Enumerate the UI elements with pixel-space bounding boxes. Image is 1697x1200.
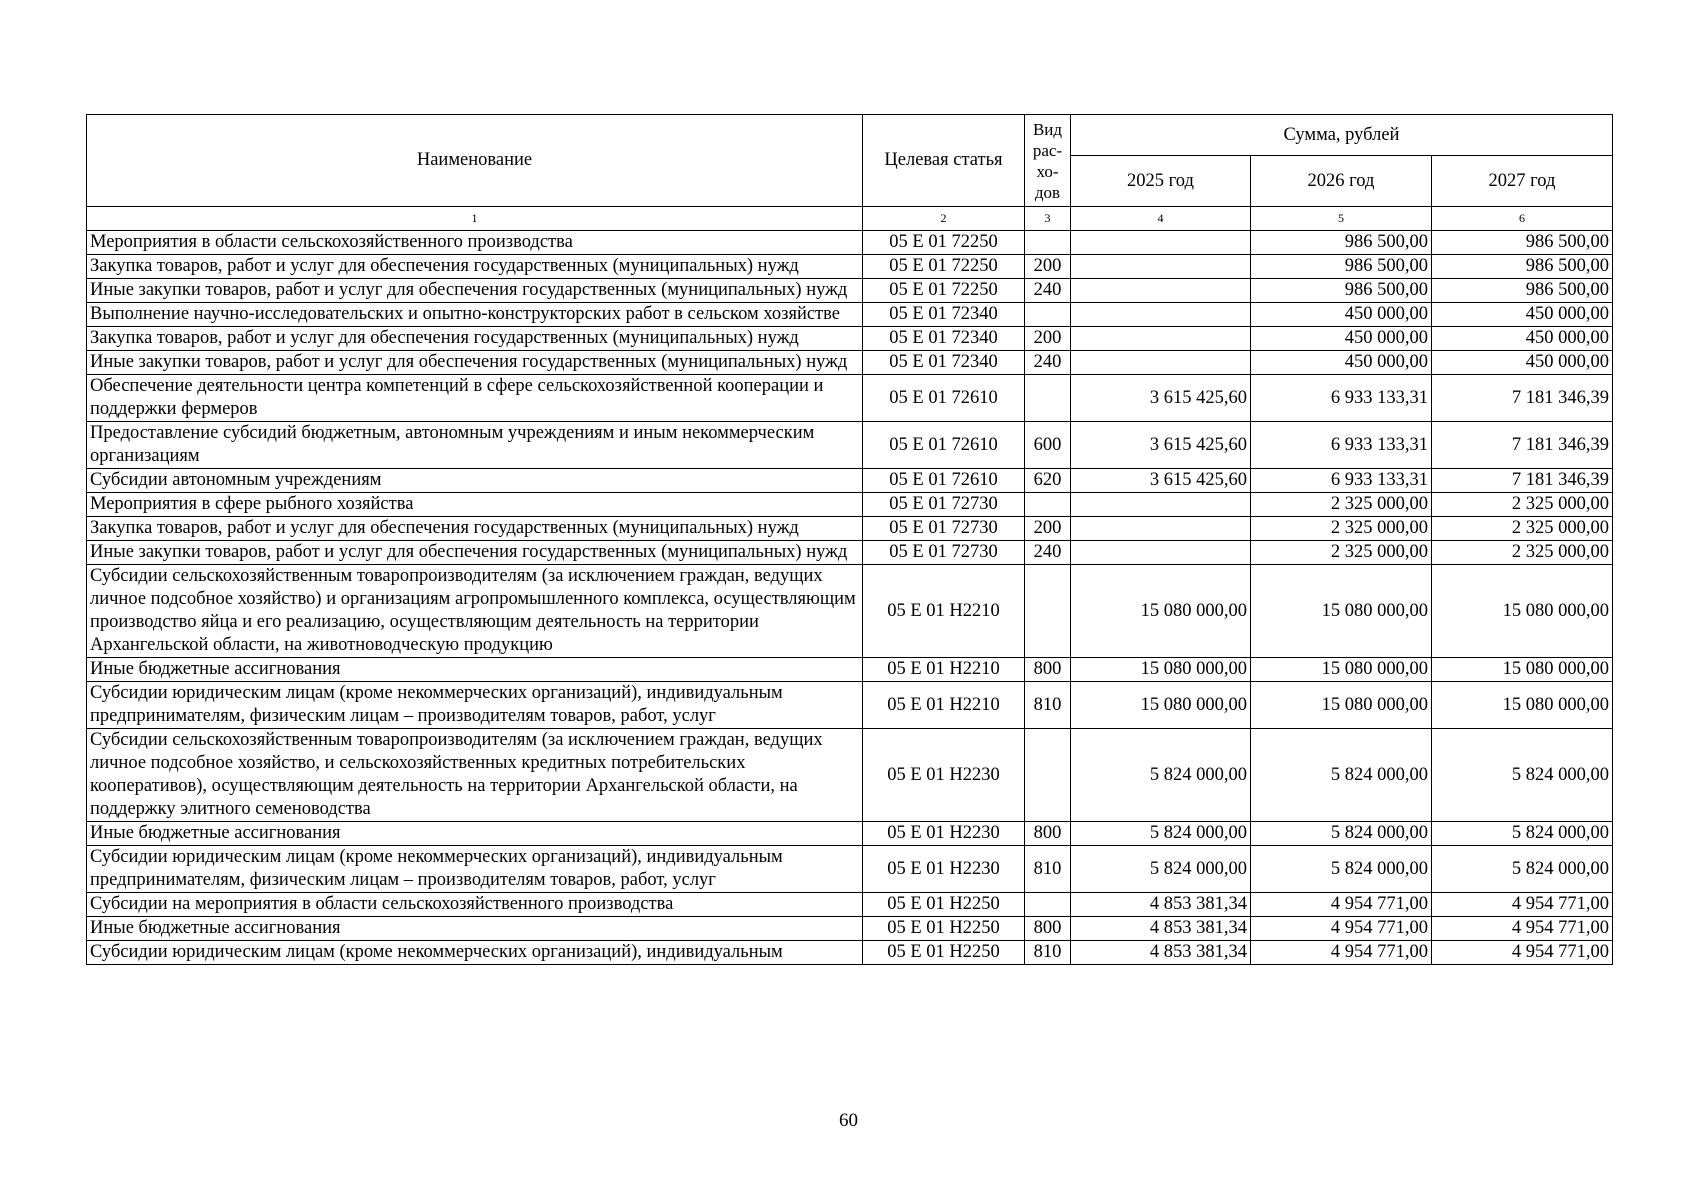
- budget-table: [86, 114, 1613, 965]
- row-name: Субсидии юридическим лицам (кроме некоммерческих организаций), индивидуальным предпринимателям, физическим лицам – производителям товаров, работ, услуг: [87, 682, 863, 729]
- row-expense-type: 200: [1025, 517, 1071, 541]
- row-amount-2025: [1071, 255, 1251, 279]
- row-amount-2026: 6 933 133,31: [1251, 375, 1432, 422]
- table-row: [87, 658, 1613, 682]
- row-amount-2027: 7 181 346,39: [1432, 375, 1613, 422]
- row-amount-2026: 4 954 771,00: [1251, 893, 1432, 917]
- row-amount-2027: 2 325 000,00: [1432, 517, 1613, 541]
- row-name: Иные бюджетные ассигнования: [87, 658, 863, 682]
- row-amount-2027: 450 000,00: [1432, 351, 1613, 375]
- row-target-article: 05 Е 01 72340: [863, 327, 1025, 351]
- row-amount-2027: 7 181 346,39: [1432, 422, 1613, 469]
- row-target-article: 05 Е 01 72340: [863, 303, 1025, 327]
- row-amount-2025: 15 080 000,00: [1071, 565, 1251, 658]
- row-expense-type: 240: [1025, 351, 1071, 375]
- table-row: [87, 941, 1613, 965]
- row-expense-type: [1025, 493, 1071, 517]
- row-expense-type: 810: [1025, 846, 1071, 893]
- row-amount-2026: 986 500,00: [1251, 255, 1432, 279]
- row-expense-type: 240: [1025, 279, 1071, 303]
- row-target-article: 05 Е 01 Н2230: [863, 729, 1025, 822]
- row-name: Иные закупки товаров, работ и услуг для обеспечения государственных (муниципальных) нужд: [87, 351, 863, 375]
- row-target-article: 05 Е 01 72730: [863, 493, 1025, 517]
- row-amount-2025: 5 824 000,00: [1071, 729, 1251, 822]
- row-target-article: 05 Е 01 72610: [863, 375, 1025, 422]
- row-amount-2025: 4 853 381,34: [1071, 893, 1251, 917]
- row-amount-2025: 3 615 425,60: [1071, 422, 1251, 469]
- row-amount-2025: 5 824 000,00: [1071, 822, 1251, 846]
- table-row: [87, 822, 1613, 846]
- row-amount-2025: 3 615 425,60: [1071, 375, 1251, 422]
- row-amount-2026: 15 080 000,00: [1251, 565, 1432, 658]
- row-name: Закупка товаров, работ и услуг для обеспечения государственных (муниципальных) нужд: [87, 327, 863, 351]
- row-name: Мероприятия в области сельскохозяйственного производства: [87, 231, 863, 255]
- column-number: 1: [87, 207, 863, 231]
- column-number: 3: [1025, 207, 1071, 231]
- row-amount-2026: 6 933 133,31: [1251, 422, 1432, 469]
- row-amount-2026: 5 824 000,00: [1251, 729, 1432, 822]
- row-amount-2027: 15 080 000,00: [1432, 682, 1613, 729]
- row-target-article: 05 Е 01 Н2210: [863, 658, 1025, 682]
- row-name: Закупка товаров, работ и услуг для обеспечения государственных (муниципальных) нужд: [87, 517, 863, 541]
- row-target-article: 05 Е 01 72340: [863, 351, 1025, 375]
- header-year-2026: 2026 год: [1251, 156, 1432, 207]
- row-amount-2026: 450 000,00: [1251, 327, 1432, 351]
- row-amount-2025: [1071, 279, 1251, 303]
- row-name: Иные бюджетные ассигнования: [87, 917, 863, 941]
- table-body: [87, 231, 1613, 965]
- row-amount-2027: 7 181 346,39: [1432, 469, 1613, 493]
- table-row: [87, 846, 1613, 893]
- row-amount-2027: 2 325 000,00: [1432, 493, 1613, 517]
- row-amount-2026: 6 933 133,31: [1251, 469, 1432, 493]
- row-target-article: 05 Е 01 72250: [863, 279, 1025, 303]
- header-year-2025: 2025 год: [1071, 156, 1251, 207]
- row-amount-2025: 15 080 000,00: [1071, 682, 1251, 729]
- table-row: [87, 255, 1613, 279]
- table-row: [87, 351, 1613, 375]
- table-row: [87, 729, 1613, 822]
- row-amount-2026: 450 000,00: [1251, 303, 1432, 327]
- row-name: Иные закупки товаров, работ и услуг для обеспечения государственных (муниципальных) нужд: [87, 541, 863, 565]
- row-amount-2026: 15 080 000,00: [1251, 658, 1432, 682]
- row-expense-type: [1025, 729, 1071, 822]
- row-name: Субсидии автономным учреждениям: [87, 469, 863, 493]
- row-target-article: 05 Е 01 Н2250: [863, 941, 1025, 965]
- page-number: 60: [839, 1110, 858, 1131]
- row-amount-2025: 5 824 000,00: [1071, 846, 1251, 893]
- row-amount-2026: 2 325 000,00: [1251, 541, 1432, 565]
- row-target-article: 05 Е 01 Н2250: [863, 917, 1025, 941]
- row-name: Субсидии юридическим лицам (кроме некоммерческих организаций), индивидуальным: [87, 941, 863, 965]
- row-expense-type: 600: [1025, 422, 1071, 469]
- row-expense-type: 240: [1025, 541, 1071, 565]
- row-name: Закупка товаров, работ и услуг для обеспечения государственных (муниципальных) нужд: [87, 255, 863, 279]
- row-amount-2025: [1071, 231, 1251, 255]
- row-amount-2027: 450 000,00: [1432, 303, 1613, 327]
- row-amount-2026: 5 824 000,00: [1251, 846, 1432, 893]
- row-amount-2026: 986 500,00: [1251, 279, 1432, 303]
- table-row: [87, 893, 1613, 917]
- table-row: [87, 422, 1613, 469]
- row-name: Субсидии сельскохозяйственным товаропроизводителям (за исключением граждан, ведущих личное подсобное хозяйство) и организациям агропромышленного комплекса, осуществляющим производство яйца и его реализацию, осуществляющим деятельность на территории Архангельской области, на животноводческую продукцию: [87, 565, 863, 658]
- row-expense-type: 200: [1025, 327, 1071, 351]
- row-expense-type: 800: [1025, 917, 1071, 941]
- row-expense-type: 200: [1025, 255, 1071, 279]
- row-amount-2025: [1071, 303, 1251, 327]
- table-row: [87, 279, 1613, 303]
- table-row: [87, 682, 1613, 729]
- column-number: 6: [1432, 207, 1613, 231]
- table-row: [87, 517, 1613, 541]
- row-amount-2027: 4 954 771,00: [1432, 893, 1613, 917]
- row-amount-2025: 4 853 381,34: [1071, 917, 1251, 941]
- header-expense-type: Вид рас- хо- дов: [1025, 115, 1071, 207]
- row-name: Мероприятия в сфере рыбного хозяйства: [87, 493, 863, 517]
- row-name: Иные закупки товаров, работ и услуг для обеспечения государственных (муниципальных) нужд: [87, 279, 863, 303]
- row-amount-2025: [1071, 493, 1251, 517]
- row-amount-2025: [1071, 541, 1251, 565]
- row-target-article: 05 Е 01 72610: [863, 422, 1025, 469]
- row-amount-2027: 986 500,00: [1432, 255, 1613, 279]
- header-target-article: Целевая статья: [863, 115, 1025, 207]
- row-amount-2026: 4 954 771,00: [1251, 917, 1432, 941]
- row-target-article: 05 Е 01 72730: [863, 517, 1025, 541]
- row-target-article: 05 Е 01 Н2250: [863, 893, 1025, 917]
- header-year-2027: 2027 год: [1432, 156, 1613, 207]
- row-target-article: 05 Е 01 72250: [863, 231, 1025, 255]
- row-name: Субсидии на мероприятия в области сельскохозяйственного производства: [87, 893, 863, 917]
- row-name: Субсидии юридическим лицам (кроме некоммерческих организаций), индивидуальным предпринимателям, физическим лицам – производителям товаров, работ, услуг: [87, 846, 863, 893]
- row-amount-2025: 3 615 425,60: [1071, 469, 1251, 493]
- row-expense-type: [1025, 303, 1071, 327]
- row-expense-type: [1025, 231, 1071, 255]
- row-target-article: 05 Е 01 72730: [863, 541, 1025, 565]
- row-name: Иные бюджетные ассигнования: [87, 822, 863, 846]
- row-target-article: 05 Е 01 Н2210: [863, 565, 1025, 658]
- header-name: Наименование: [87, 115, 863, 207]
- row-amount-2025: [1071, 517, 1251, 541]
- row-amount-2026: 15 080 000,00: [1251, 682, 1432, 729]
- row-amount-2026: 5 824 000,00: [1251, 822, 1432, 846]
- row-amount-2027: 15 080 000,00: [1432, 658, 1613, 682]
- row-target-article: 05 Е 01 72250: [863, 255, 1025, 279]
- row-target-article: 05 Е 01 72610: [863, 469, 1025, 493]
- column-number: 4: [1071, 207, 1251, 231]
- row-amount-2025: 4 853 381,34: [1071, 941, 1251, 965]
- row-amount-2026: 4 954 771,00: [1251, 941, 1432, 965]
- row-amount-2026: 2 325 000,00: [1251, 493, 1432, 517]
- row-expense-type: 800: [1025, 658, 1071, 682]
- row-name: Предоставление субсидий бюджетным, автономным учреждениям и иным некоммерческим организациям: [87, 422, 863, 469]
- row-name: Обеспечение деятельности центра компетенций в сфере сельскохозяйственной кооперации и поддержки фермеров: [87, 375, 863, 422]
- row-name: Субсидии сельскохозяйственным товаропроизводителям (за исключением граждан, ведущих личное подсобное хозяйство, и сельскохозяйственных кредитных потребительских кооперативов), осуществляющим деятельность на территории Архангельской области, на поддержку элитного семеноводства: [87, 729, 863, 822]
- row-amount-2027: 986 500,00: [1432, 231, 1613, 255]
- row-expense-type: 810: [1025, 941, 1071, 965]
- row-target-article: 05 Е 01 Н2230: [863, 846, 1025, 893]
- table-row: [87, 565, 1613, 658]
- row-amount-2027: 5 824 000,00: [1432, 729, 1613, 822]
- row-amount-2027: 2 325 000,00: [1432, 541, 1613, 565]
- table-row: [87, 493, 1613, 517]
- column-number: 2: [863, 207, 1025, 231]
- row-amount-2027: 4 954 771,00: [1432, 917, 1613, 941]
- row-expense-type: 620: [1025, 469, 1071, 493]
- row-amount-2025: [1071, 351, 1251, 375]
- row-amount-2026: 450 000,00: [1251, 351, 1432, 375]
- row-amount-2026: 2 325 000,00: [1251, 517, 1432, 541]
- row-expense-type: 810: [1025, 682, 1071, 729]
- table-row: [87, 469, 1613, 493]
- table-row: [87, 303, 1613, 327]
- table-row: [87, 231, 1613, 255]
- row-target-article: 05 Е 01 Н2210: [863, 682, 1025, 729]
- row-expense-type: [1025, 893, 1071, 917]
- row-amount-2027: 986 500,00: [1432, 279, 1613, 303]
- row-amount-2027: 5 824 000,00: [1432, 846, 1613, 893]
- row-target-article: 05 Е 01 Н2230: [863, 822, 1025, 846]
- table-row: [87, 541, 1613, 565]
- table-row: [87, 375, 1613, 422]
- row-expense-type: [1025, 565, 1071, 658]
- table-row: [87, 327, 1613, 351]
- row-amount-2027: 15 080 000,00: [1432, 565, 1613, 658]
- column-number: 5: [1251, 207, 1432, 231]
- header-sum: Сумма, рублей: [1071, 115, 1613, 156]
- row-name: Выполнение научно-исследовательских и опытно-конструкторских работ в сельском хозяйстве: [87, 303, 863, 327]
- row-amount-2027: 5 824 000,00: [1432, 822, 1613, 846]
- row-amount-2027: 4 954 771,00: [1432, 941, 1613, 965]
- table-row: [87, 917, 1613, 941]
- row-expense-type: [1025, 375, 1071, 422]
- row-amount-2026: 986 500,00: [1251, 231, 1432, 255]
- row-amount-2025: [1071, 327, 1251, 351]
- row-expense-type: 800: [1025, 822, 1071, 846]
- row-amount-2025: 15 080 000,00: [1071, 658, 1251, 682]
- row-amount-2027: 450 000,00: [1432, 327, 1613, 351]
